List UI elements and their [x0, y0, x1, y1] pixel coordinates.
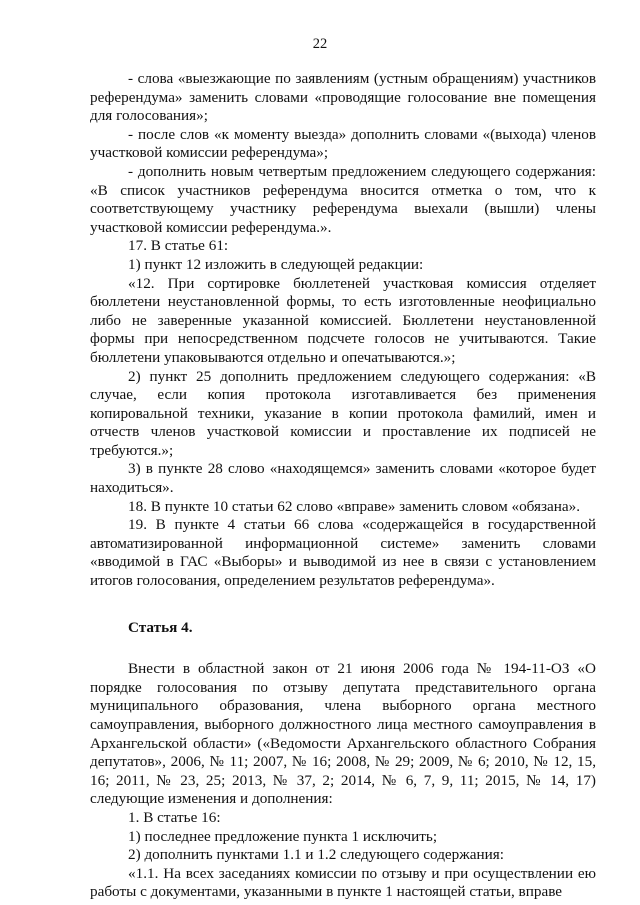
paragraph: «1.1. На всех заседаниях комиссии по отзыву и при осуществлении ею работы с документами, указанными в пункте 1 настоящей статьи, вправе [90, 864, 596, 901]
document-body [90, 70, 596, 902]
paragraph: 19. В пункте 4 статьи 66 слова «содержащейся в государственной автоматизированной информационной системе» заменить словами «вводимой в ГАС «Выборы» и выводимой из нее в связи с установлением итогов голосования, определением результатов референдума». [90, 516, 596, 590]
spacer [90, 591, 596, 619]
paragraph: - дополнить новым четвертым предложением следующего содержания: «В список участников референдума вносится отметка о том, что к соответствующему участнику референдума выехали (вышли) члены участковой комиссии референдума.». [90, 162, 596, 236]
paragraph: Внести в областной закон от 21 июня 2006 года № 194-11-ОЗ «О порядке голосования по отзыву депутата представительного органа муниципального образования, члена выборного органа местного самоуправления, выборного должностного лица местного самоуправления в Архангельской области» («Ведомости Архангельского областного Собрания депутатов», 2006, № 11; 2007, № 16; 2008, № 29; 2009, № 6; 2010, № 12, 15, 16; 2011, № 23, 25; 2013, № 37, 2; 2014, № 6, 7, 9, 11; 2015, № 14, 17) следующие изменения и дополнения: [90, 660, 596, 808]
paragraph: 17. В статье 61: [128, 237, 229, 255]
paragraph: «12. При сортировке бюллетеней участковая комиссия отделяет бюллетени неустановленной формы, то есть изготовленные неофициально либо не заверенные указанной комиссией. Бюллетени неустановленной формы при непосредственном подсчете голосов не учитываются. Такие бюллетени упаковываются отдельно и опечатываются.»; [90, 274, 596, 366]
paragraph: 1. В статье 16: [128, 808, 221, 826]
paragraph: 2) пункт 25 дополнить предложением следующего содержания: «В случае, если копия протокола изготавливается без применения копировальной техники, указание в копии протокола фамилий, имен и отчеств членов участковой комиссии и проставление их подписей не требуются.»; [90, 367, 596, 459]
paragraph: 3) в пункте 28 слово «находящемся» заменить словами «которое будет находиться». [90, 460, 596, 497]
page-number: 22 [312, 36, 328, 52]
paragraph: - слова «выезжающие по заявлениям (устным обращениям) участников референдума» заменить словами «проводящие голосование вне помещения для голосования»; [90, 70, 596, 125]
paragraph: 1) пункт 12 изложить в следующей редакции: [128, 255, 424, 273]
paragraph: 2) дополнить пунктами 1.1 и 1.2 следующего содержания: [128, 846, 504, 864]
spacer [90, 637, 596, 660]
article-heading: Статья 4. [128, 618, 193, 636]
paragraph: 18. В пункте 10 статьи 62 слово «вправе» заменить словом «обязана». [128, 497, 581, 515]
paragraph: - после слов «к моменту выезда» дополнить словами «(выхода) членов участковой комиссии референдума»; [90, 125, 596, 162]
paragraph: 1) последнее предложение пункта 1 исключить; [128, 827, 438, 845]
